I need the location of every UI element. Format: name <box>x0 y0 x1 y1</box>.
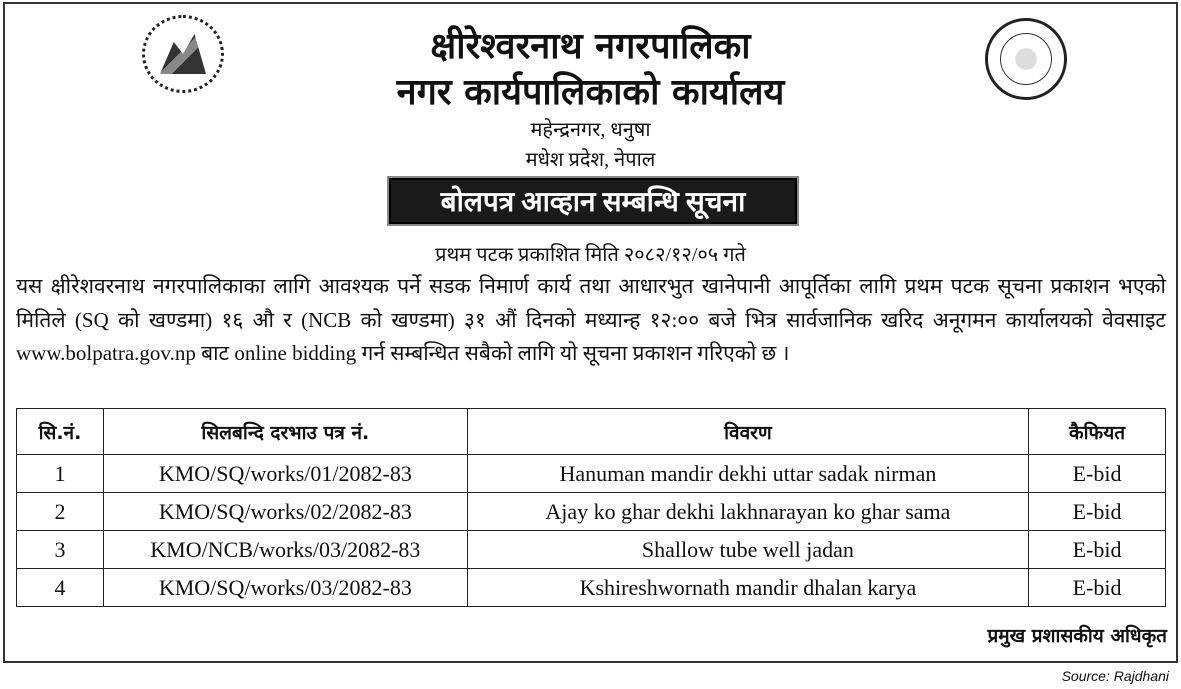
table-row <box>17 531 1166 569</box>
cell-sn: 3 <box>17 531 104 569</box>
cell-bid-no: KMO/SQ/works/03/2082-83 <box>103 569 467 607</box>
cell-description: Hanuman mandir dekhi uttar sadak nirman <box>467 455 1028 493</box>
col-header-bid-no: सिलबन्दि दरभाउ पत्र नं. <box>103 409 467 455</box>
cell-sn: 2 <box>17 493 104 531</box>
publish-date: प्रथम पटक प्रकाशित मिति २०८२/१२/०५ गते <box>435 244 746 266</box>
cell-bid-no: KMO/SQ/works/01/2082-83 <box>103 455 467 493</box>
table-row <box>17 569 1166 607</box>
office-name: नगर कार्यपालिकाको कार्यालय <box>396 72 785 113</box>
table-row <box>17 493 1166 531</box>
cell-description: Kshireshwornath mandir dhalan karya <box>467 569 1028 607</box>
tender-table <box>16 408 1166 607</box>
cell-description: Ajay ko ghar dekhi lakhnarayan ko ghar sama <box>467 493 1028 531</box>
table-row <box>17 455 1166 493</box>
col-header-remarks: कैफियत <box>1029 409 1166 455</box>
cell-description: Shallow tube well jadan <box>467 531 1028 569</box>
cell-remarks: E-bid <box>1029 493 1166 531</box>
cell-remarks: E-bid <box>1029 569 1166 607</box>
source-credit: Source: Rajdhani <box>1061 668 1169 684</box>
address-line-1: महेन्द्रनगर, धनुषा <box>530 119 651 141</box>
notice-body: यस क्षीरेशवरनाथ नगरपालिकाका लागि आवश्यक पर्ने सडक निमार्ण कार्य तथा आधारभुत खानेपानी आपूर्तिका लागि प्रथम पटक सूचना प्रकाशन भएको मितिले (SQ को खण्डमा) १६ औ र (NCB को खण्डमा) ३१ औं दिनको मध्यान्ह १२:०० बजे भित्र सार्वजानिक खरिद अनूगमन कार्यालयको वेवसाइट www.bolpatra.gov.np बाट online bidding गर्न सम्बन्धित सबैको लागि यो सूचना प्रकाशन गरिएको छ । <box>16 274 1166 365</box>
col-header-sn: सि.नं. <box>17 409 104 455</box>
cell-remarks: E-bid <box>1029 531 1166 569</box>
cell-bid-no: KMO/NCB/works/03/2082-83 <box>103 531 467 569</box>
notice-title: बोलपत्र आव्हान सम्बन्धि सूचना <box>389 178 797 224</box>
cell-sn: 1 <box>17 455 104 493</box>
municipality-name: क्षीरेश्वरनाथ नगरपालिका <box>430 26 751 67</box>
col-header-description: विवरण <box>467 409 1028 455</box>
cell-remarks: E-bid <box>1029 455 1166 493</box>
cell-bid-no: KMO/SQ/works/02/2082-83 <box>103 493 467 531</box>
cell-sn: 4 <box>17 569 104 607</box>
address-line-2: मधेश प्रदेश, नेपाल <box>525 149 656 171</box>
table-header-row <box>17 409 1166 455</box>
signatory-title: प्रमुख प्रशासकीय अधिकृत <box>987 625 1167 647</box>
